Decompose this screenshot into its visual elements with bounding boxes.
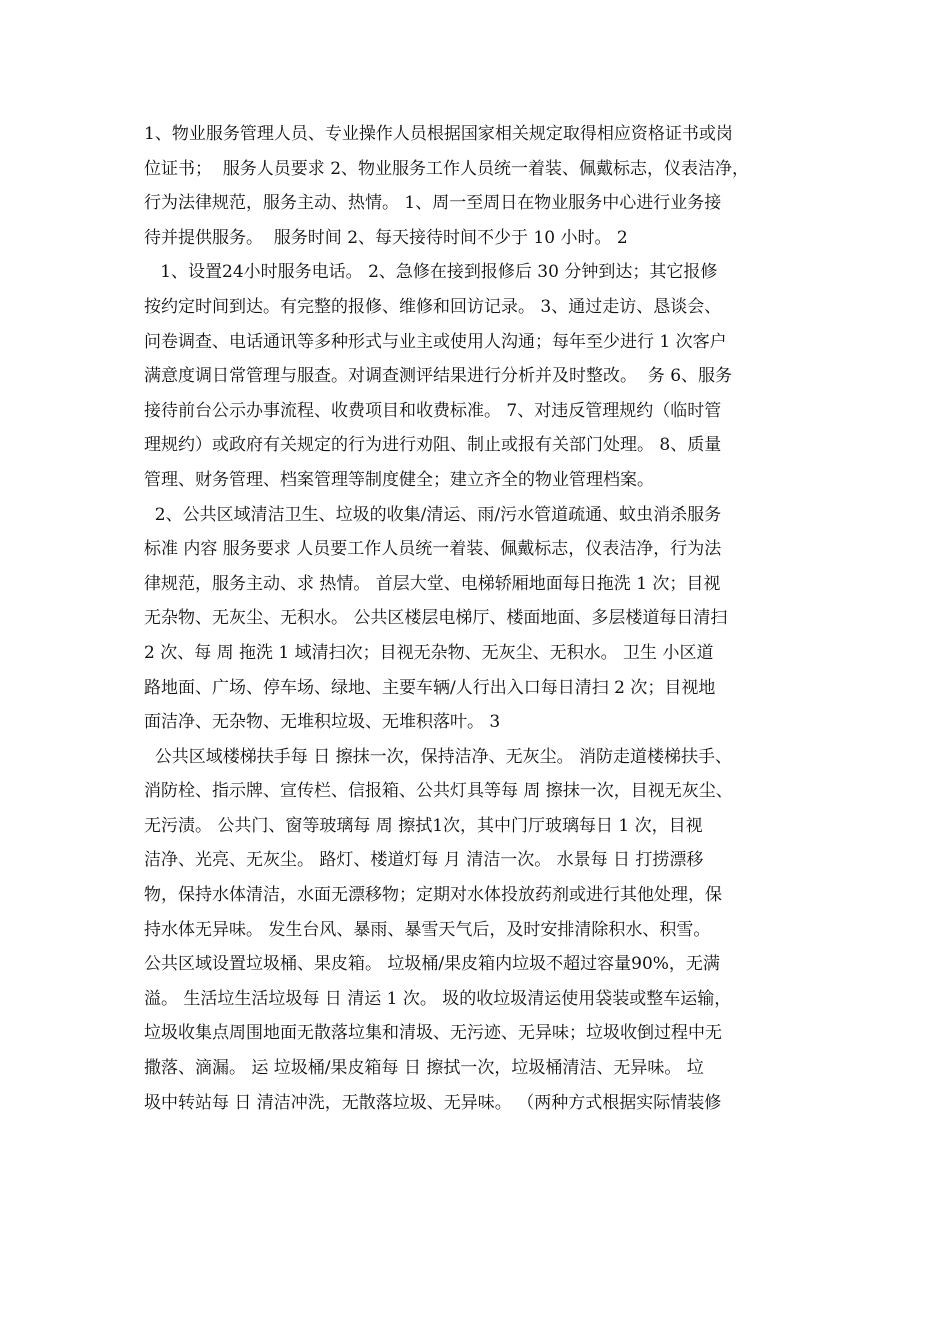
text-line: 撒落、滴漏。 运 垃圾桶/果皮箱每 日 擦拭一次，垃圾桶清洁、无异味。 垃	[144, 1058, 704, 1079]
text-line: 管理、财务管理、档案管理等制度健全；建立齐全的物业管理档案。	[144, 469, 654, 490]
text-line: 持水体无异味。 发生台风、暴雨、暴雪天气后，及时安排清除积水、积雪。	[144, 919, 711, 940]
text-line: 位证书； 服务人员要求 2、物业服务工作人员统一着装、佩戴标志，仪表洁净，	[144, 158, 750, 179]
text-line: 行为法律规范，服务主动、热情。 1、周一至周日在物业服务中心进行业务接	[144, 193, 722, 214]
text-line: 待并提供服务。 服务时间 2、每天接待时间不少于 10 小时。 2	[144, 227, 628, 248]
text-line: 洁净、光亮、无灰尘。 路灯、楼道灯每 月 清洁一次。 水景每 日 打捞漂移	[144, 850, 704, 871]
text-line: 2 次、每 周 拖洗 1 域清扫次；目视无杂物、无灰尘、无积水。 卫生 小区道	[144, 642, 714, 663]
text-line: 路地面、广场、停车场、绿地、主要车辆/人行出入口每日清扫 2 次；目视地	[144, 677, 716, 698]
text-line: 1、设置24小时服务电话。 2、急修在接到报修后 30 分钟到达；其它报修	[144, 262, 718, 283]
text-line: 消防栓、指示牌、宣传栏、信报箱、公共灯具等每 周 擦抹一次，目视无灰尘、	[144, 781, 733, 802]
text-line: 理规约）或政府有关规定的行为进行劝阻、制止或报有关部门处理。 8、质量	[144, 435, 722, 456]
text-line: 面洁净、无杂物、无堆积垃圾、无堆积落叶。 3	[144, 712, 501, 733]
text-line: 物，保持水体清洁，水面无漂移物；定期对水体投放药剂或进行其他处理，保	[144, 885, 722, 906]
text-line: 1、物业服务管理人员、专业操作人员根据国家相关规定取得相应资格证书或岗	[144, 124, 733, 144]
text-line: 无污渍。 公共门、窗等玻璃每 周 擦拭1次，其中门厅玻璃每日 1 次，目视	[144, 815, 703, 836]
text-line: 无杂物、无灰尘、无积水。 公共区楼层电梯厅、楼面地面、多层楼道每日清扫	[144, 608, 728, 629]
document-body	[144, 117, 814, 1120]
text-line: 溢。 生活垃生活垃圾每 日 清运 1 次。 圾的收垃圾清运使用袋装或整车运输，	[144, 988, 732, 1009]
text-line: 满意度调日常管理与服查。对调查测评结果进行分析并及时整改。 务 6、服务	[144, 366, 733, 387]
text-line: 2、公共区域清洁卫生、垃圾的收集/清运、雨/污水管道疏通、蚊虫消杀服务	[144, 504, 722, 525]
text-line: 问卷调查、电话通讯等多种形式与业主或使用人沟通；每年至少进行 1 次客户	[144, 331, 727, 352]
text-line: 标准 内容 服务要求 人员要工作人员统一着装、佩戴标志，仪表洁净，行为法	[144, 539, 722, 560]
text-line: 垃圾收集点周围地面无散落垃集和清圾、无污迹、无异味；垃圾收倒过程中无	[144, 1023, 722, 1044]
text-line: 公共区域楼梯扶手每 日 擦抹一次，保持洁净、无灰尘。 消防走道楼梯扶手、	[144, 746, 733, 767]
text-line: 公共区域设置垃圾桶、果皮箱。 垃圾桶/果皮箱内垃圾不超过容量90%，无满	[144, 954, 720, 975]
text-line: 按约定时间到达。有完整的报修、维修和回访记录。 3、通过走访、恳谈会、	[144, 296, 722, 317]
text-line: 圾中转站每 日 清洁冲洗，无散落垃圾、无异味。 （两种方式根据实际情装修	[144, 1092, 722, 1113]
text-line: 接待前台公示办事流程、收费项目和收费标准。 7、对违反管理规约（临时管	[144, 400, 722, 421]
text-line: 律规范，服务主动、求 热情。 首层大堂、电梯轿厢地面每日拖洗 1 次；目视	[144, 573, 721, 594]
